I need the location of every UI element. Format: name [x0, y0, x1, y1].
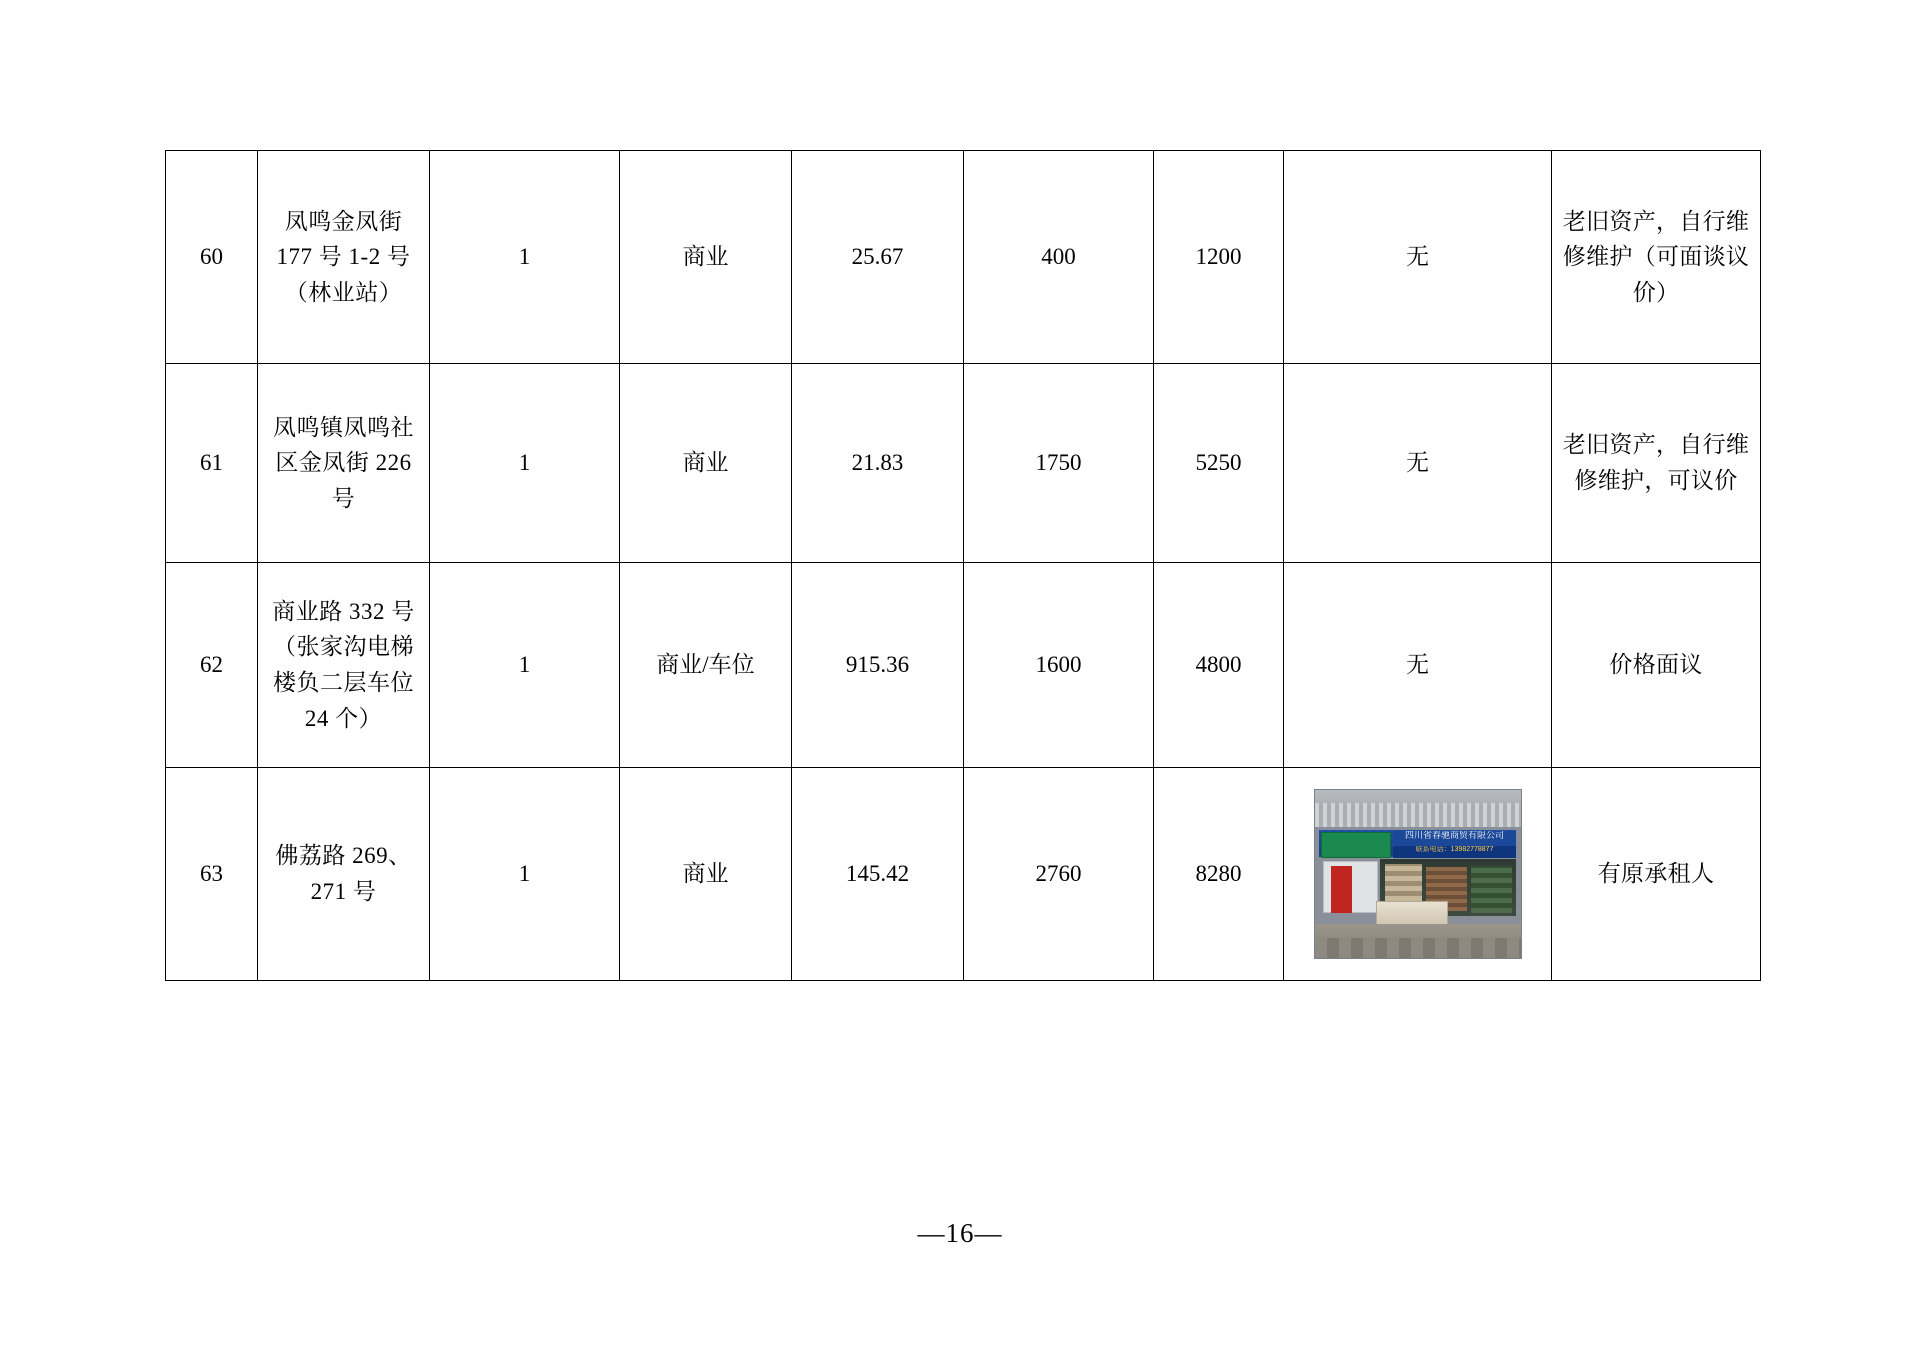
cell-quantity: 1 — [430, 563, 620, 768]
cell-area: 915.36 — [792, 563, 964, 768]
photo-red-banner — [1331, 866, 1352, 913]
cell-price-one: 2760 — [964, 768, 1154, 981]
cell-photo: 无 — [1284, 364, 1552, 563]
table-row — [166, 151, 1761, 364]
cell-note: 老旧资产，自行维修维护（可面谈议价） — [1552, 151, 1761, 364]
cell-type: 商业/车位 — [620, 563, 792, 768]
cell-area: 145.42 — [792, 768, 964, 981]
cell-quantity: 1 — [430, 151, 620, 364]
cell-photo: 无 — [1284, 151, 1552, 364]
cell-photo — [1284, 768, 1552, 981]
photo-shelf-right — [1471, 866, 1512, 913]
cell-price-two: 4800 — [1154, 563, 1284, 768]
photo-sign-main-text: 四川省春驰商贸有限公司 — [1393, 831, 1517, 846]
cell-note: 有原承租人 — [1552, 768, 1761, 981]
cell-photo: 无 — [1284, 563, 1552, 768]
cell-address: 凤鸣镇凤鸣社区金凤街 226 号 — [258, 364, 430, 563]
cell-quantity: 1 — [430, 768, 620, 981]
photo-stacked-boxes — [1376, 901, 1448, 927]
cell-type: 商业 — [620, 151, 792, 364]
table-row — [166, 563, 1761, 768]
cell-area: 21.83 — [792, 364, 964, 563]
cell-area: 25.67 — [792, 151, 964, 364]
table-row — [166, 364, 1761, 563]
cell-address: 凤鸣金凤街 177 号 1-2 号（林业站） — [258, 151, 430, 364]
photo-sign-logo — [1321, 832, 1391, 858]
cell-price-one: 1600 — [964, 563, 1154, 768]
cell-note: 价格面议 — [1552, 563, 1761, 768]
cell-type: 商业 — [620, 364, 792, 563]
page-number: —16— — [917, 1218, 1003, 1248]
asset-listing-table — [165, 150, 1761, 981]
cell-index: 60 — [166, 151, 258, 364]
table-row — [166, 768, 1761, 981]
cell-price-one: 400 — [964, 151, 1154, 364]
photo-pavement — [1315, 938, 1521, 958]
cell-quantity: 1 — [430, 364, 620, 563]
cell-price-two: 1200 — [1154, 151, 1284, 364]
cell-price-two: 8280 — [1154, 768, 1284, 981]
cell-index: 63 — [166, 768, 258, 981]
cell-note: 老旧资产，自行维修维护，可议价 — [1552, 364, 1761, 563]
photo-awning — [1315, 803, 1521, 827]
cell-index: 61 — [166, 364, 258, 563]
cell-price-one: 1750 — [964, 364, 1154, 563]
asset-listing-table-container — [165, 150, 1760, 981]
storefront-photo — [1314, 789, 1522, 959]
cell-address: 商业路 332 号（张家沟电梯楼负二层车位 24 个） — [258, 563, 430, 768]
cell-price-two: 5250 — [1154, 364, 1284, 563]
cell-address: 佛荔路 269、271 号 — [258, 768, 430, 981]
cell-index: 62 — [166, 563, 258, 768]
photo-sign-contact-text: 联系电话：13982778877 — [1393, 846, 1517, 858]
cell-type: 商业 — [620, 768, 792, 981]
